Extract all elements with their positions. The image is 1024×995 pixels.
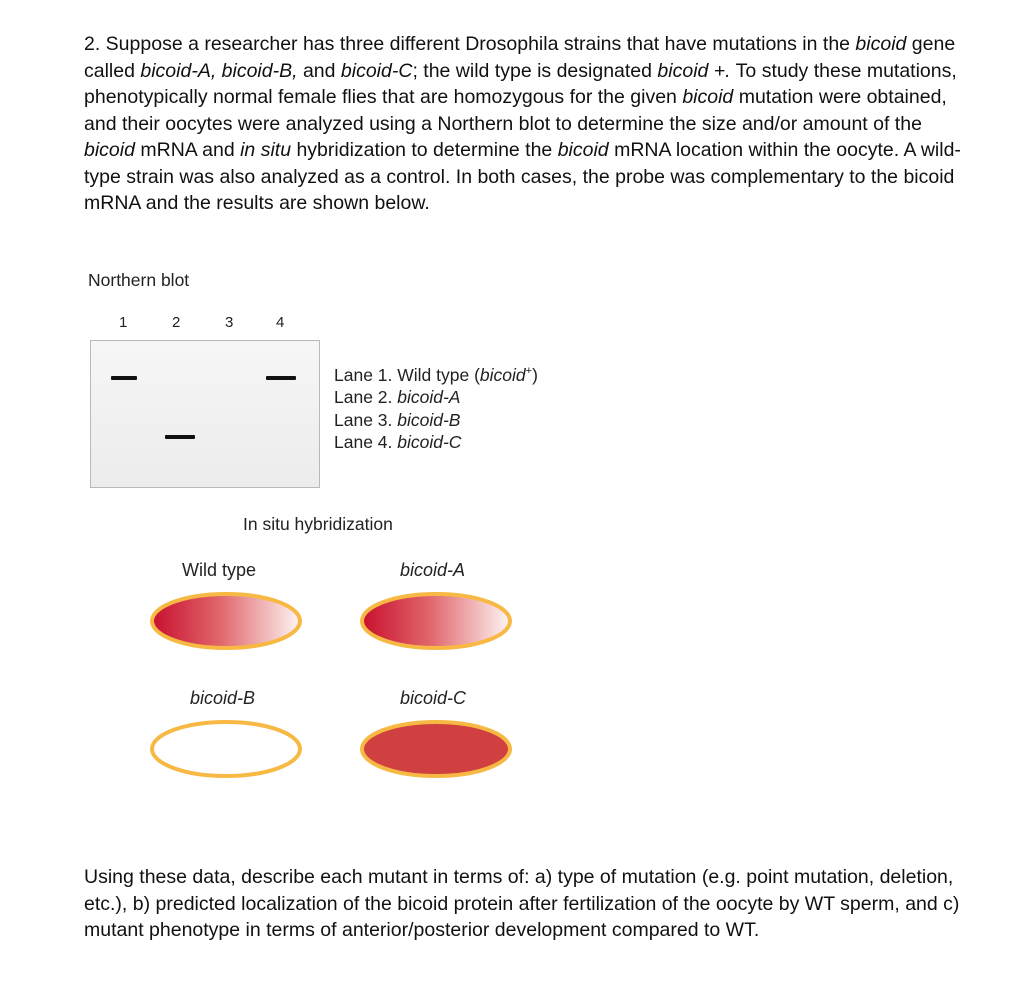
- legend-lane-1: Lane 1. Wild type (bicoid+): [334, 364, 538, 385]
- northern-blot-title: Northern blot: [88, 270, 190, 290]
- northern-blot-gel: [90, 340, 320, 488]
- lane-number-2: 2: [172, 314, 181, 331]
- band-lane-4: [266, 376, 296, 380]
- label-wild-type: Wild type: [182, 560, 257, 580]
- band-lane-1: [111, 376, 137, 380]
- label-bicoid-c: bicoid-C: [400, 688, 467, 708]
- legend-lane-3: Lane 3. bicoid-B: [334, 409, 461, 430]
- band-lane-2: [165, 435, 195, 439]
- question-text: 2. Suppose a researcher has three different Drosophila strains that have mutations in the bicoid gene called bicoid-A, bicoid-B, and bicoid-C; the wild type is designated bicoid +. To study these mutations, phenotypically normal female flies that are homozygous for the given bicoid mutation were obtained, and their oocytes were analyzed using a Northern blot to determine the size and/or amount of the bicoid mRNA and in situ hybridization to determine the bicoid mRNA location within the oocyte. A wild-type strain was also analyzed as a control. In both cases, the probe was complementary to the bicoid mRNA and the results are shown below.: [84, 33, 961, 214]
- lane-number-1: 1: [119, 314, 128, 331]
- oocyte-bicoid-a: [357, 590, 515, 652]
- legend-lane-2: Lane 2. bicoid-A: [334, 387, 461, 408]
- lane-number-4: 4: [276, 314, 285, 331]
- oocyte-wild-type: [147, 590, 305, 652]
- oocyte-bicoid-c: [357, 718, 515, 780]
- lane-number-3: 3: [225, 314, 234, 331]
- label-bicoid-b: bicoid-B: [190, 688, 256, 708]
- northern-blot-legend: [334, 360, 538, 454]
- instructions-text: Using these data, describe each mutant in terms of: a) type of mutation (e.g. point mutation, deletion, etc.), b) predicted localization of the bicoid protein after fertilization of the oocyte by WT sperm, and c) mutant phenotype in terms of anterior/posterior development compared to WT.: [84, 866, 960, 941]
- oocyte-bicoid-b: [147, 718, 305, 780]
- insitu-title: In situ hybridization: [243, 514, 393, 534]
- label-bicoid-a: bicoid-A: [400, 560, 466, 580]
- legend-lane-4: Lane 4. bicoid-C: [334, 432, 462, 453]
